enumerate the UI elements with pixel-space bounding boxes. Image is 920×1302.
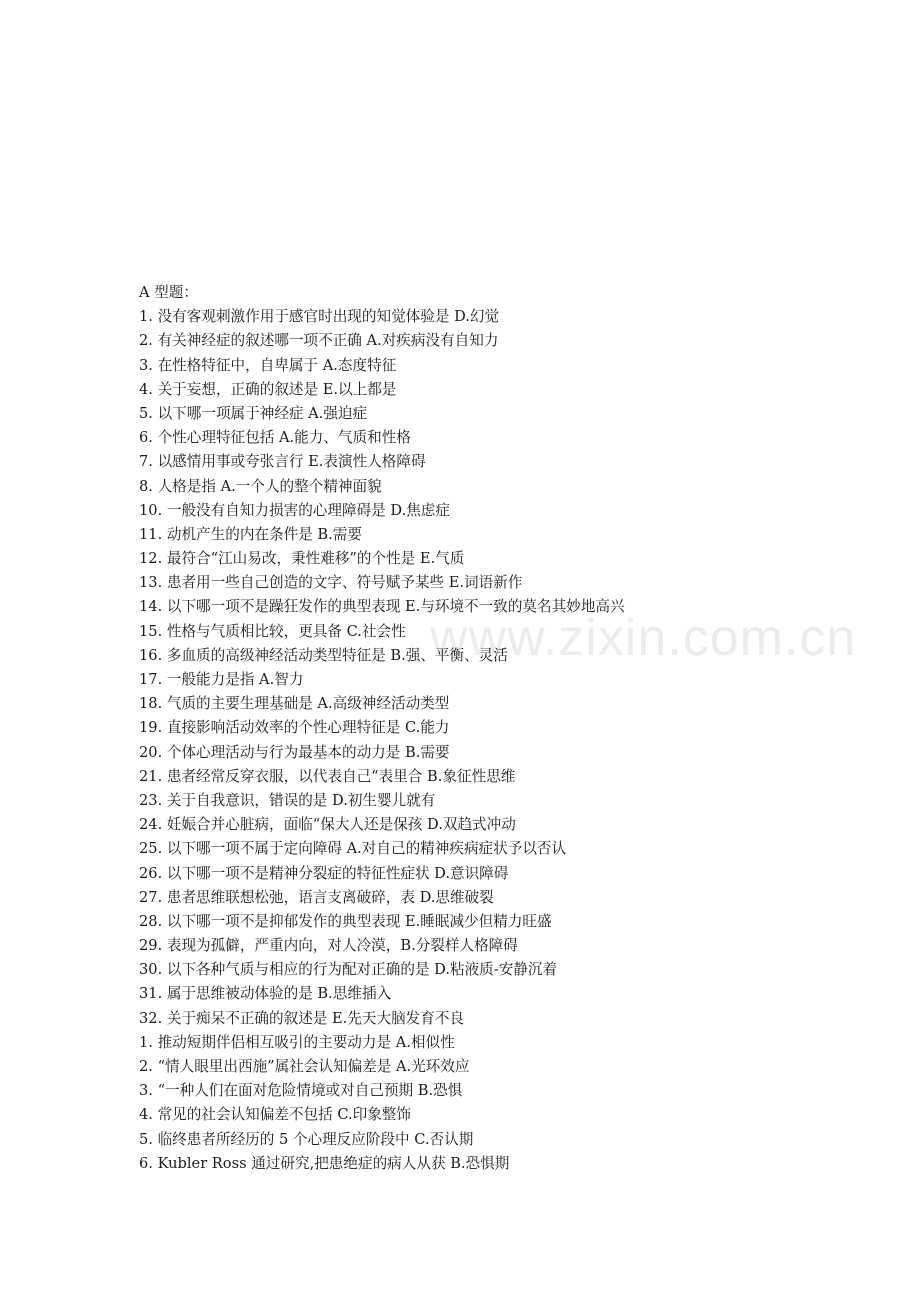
question-line: 5. 临终患者所经历的 5 个心理反应阶段中 C.否认期 <box>139 1130 474 1148</box>
question-line: 4. 常见的社会认知偏差不包括 C.印象整饰 <box>139 1106 411 1124</box>
question-line: 14. 以下哪一项不是躁狂发作的典型表现 E.与环境不一致的莫名其妙地高兴 <box>139 598 625 616</box>
question-line: 7. 以感情用事或夸张言行 E.表演性人格障碍 <box>139 453 426 471</box>
question-line: 6. Kubler Ross 通过研究,把患绝症的病人从获 B.恐惧期 <box>139 1154 510 1172</box>
question-line: 12. 最符合“江山易改，秉性难移”的个性是 E.气质 <box>139 550 465 568</box>
question-line: 5. 以下哪一项属于神经症 A.强迫症 <box>139 404 368 422</box>
question-line: 24. 妊娠合并心脏病，面临“保大人还是保孩 D.双趋式冲动 <box>139 816 516 834</box>
question-line: 3. 在性格特征中，自卑属于 A.态度特征 <box>139 356 397 374</box>
question-line: 2. “情人眼里出西施”属社会认知偏差是 A.光环效应 <box>139 1058 470 1075</box>
question-line: 8. 人格是指 A.一个人的整个精神面貌 <box>139 477 382 495</box>
watermark: www.zixin.com.cn <box>430 609 857 667</box>
question-line: 28. 以下哪一项不是抑郁发作的典型表现 E.睡眠减少但精力旺盛 <box>139 912 552 930</box>
question-line: 32. 关于痴呆不正确的叙述是 E.先天大脑发育不良 <box>139 1009 465 1027</box>
question-line: 21. 患者经常反穿衣服，以代表自己“表里合 B.象征性思维 <box>139 767 516 785</box>
question-line: 26. 以下哪一项不是精神分裂症的特征性症状 D.意识障碍 <box>139 864 509 882</box>
question-line: 3. “一种人们在面对危险情境或对自己预期 B.恐惧 <box>139 1082 463 1100</box>
question-line: 17. 一般能力是指 A.智力 <box>139 671 304 688</box>
question-line: 25. 以下哪一项不属于定向障碍 A.对自己的精神疾病症状予以否认 <box>139 840 567 858</box>
question-line: 1. 推动短期伴侣相互吸引的主要动力是 A.相似性 <box>139 1033 455 1051</box>
section-heading: A 型题： <box>139 284 198 301</box>
question-line: 20. 个体心理活动与行为最基本的动力是 B.需要 <box>139 743 450 761</box>
question-line: 1. 没有客观刺激作用于感官时出现的知觉体验是 D.幻觉 <box>139 308 500 326</box>
question-list <box>139 305 914 1176</box>
question-line: 10. 一般没有自知力损害的心理障碍是 D.焦虑症 <box>139 501 450 519</box>
question-line: 11. 动机产生的内在条件是 B.需要 <box>139 525 362 543</box>
question-line: 23. 关于自我意识，错误的是 D.初生婴儿就有 <box>139 791 436 809</box>
question-line: 31. 属于思维被动体验的是 B.思维插入 <box>139 985 392 1003</box>
document-body <box>139 281 914 1176</box>
question-line: 15. 性格与气质相比较，更具备 C.社会性 <box>139 622 406 640</box>
question-line: 6. 个性心理特征包括 A.能力、气质和性格 <box>139 429 411 447</box>
question-line: 27. 患者思维联想松弛，语言支离破碎，表 D.思维破裂 <box>139 888 494 906</box>
question-line: 18. 气质的主要生理基础是 A.高级神经活动类型 <box>139 695 450 713</box>
question-line: 2. 有关神经症的叙述哪一项不正确 A.对疾病没有自知力 <box>139 332 499 350</box>
question-line: 4. 关于妄想，正确的叙述是 E.以上都是 <box>139 380 397 398</box>
question-line: 30. 以下各种气质与相应的行为配对正确的是 D.粘液质-安静沉着 <box>139 961 558 979</box>
question-line: 13. 患者用一些自己创造的文字、符号赋予某些 E.词语新作 <box>139 574 523 592</box>
question-line: 19. 直接影响活动效率的个性心理特征是 C.能力 <box>139 719 450 737</box>
question-line: 29. 表现为孤僻，严重内向，对人冷漠，B.分裂样人格障碍 <box>139 937 518 955</box>
question-line: 16. 多血质的高级神经活动类型特征是 B.强、平衡、灵活 <box>139 646 508 664</box>
